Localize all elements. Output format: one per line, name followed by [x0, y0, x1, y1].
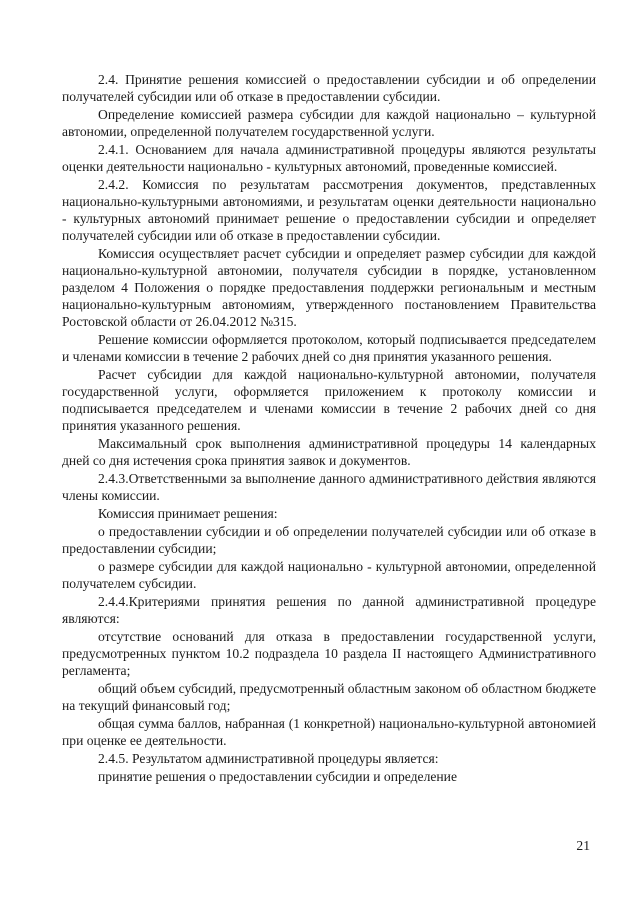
paragraph-2-4-4: 2.4.4.Критериями принятия решения по данной административной процедуре являются:: [62, 594, 596, 626]
paragraph-decision-size: о размере субсидии для каждой национально - культурной автономии, определенной получателем субсидии.: [62, 559, 596, 591]
paragraph-calculation-appendix: Расчет субсидии для каждой национально-культурной автономии, получателя государственной услуги, оформляется приложением к протоколу комиссии и подписывается председателем и членами комиссии в течение 2 рабочих дней со дня принятия указанного решения.: [62, 367, 596, 433]
paragraph-criterion-volume: общий объем субсидий, предусмотренный областным законом об областном бюджете на текущий финансовый год;: [62, 681, 596, 713]
paragraph-max-term: Максимальный срок выполнения административной процедуры 14 календарных дней со дня истечения срока принятия заявок и документов.: [62, 436, 596, 468]
paragraph-criterion-absence: отсутствие оснований для отказа в предоставлении государственной услуги, предусмотренных пунктом 10.2 подраздела 10 раздела II настоящего Административного регламента;: [62, 629, 596, 678]
paragraph-result-decision: принятие решения о предоставлении субсидии и определение: [98, 769, 457, 784]
paragraph-2-4-5: 2.4.5. Результатом административной процедуры является:: [98, 751, 439, 766]
paragraph-2-4-2: 2.4.2. Комиссия по результатам рассмотрения документов, представленных национально-культурными автономиями, и результатам оценки деятельности национально - культурных автономий принимает решение о предоставлении субсидии и определяет получателей субсидии или об отказе в предоставлении субсидии.: [62, 177, 596, 243]
paragraph-protocol: Решение комиссии оформляется протоколом, который подписывается председателем и членами комиссии в течение 2 рабочих дней со дня принятия указанного решения.: [62, 332, 596, 364]
paragraph-calculation: Комиссия осуществляет расчет субсидии и определяет размер субсидии для каждой национально-культурной автономии, получателя субсидии в порядке, установленном разделом 4 Положения о порядке предоставления поддержки региональным и местным национально-культурным автономиям, утвержденного постановлением Правительства Ростовской области от 26.04.2012 №315.: [62, 246, 596, 329]
paragraph-decision-provision: о предоставлении субсидии и об определении получателей субсидии или об отказе в предоставлении субсидии;: [62, 524, 596, 556]
page-number: 21: [576, 838, 590, 853]
paragraph-subsidy-size: Определение комиссией размера субсидии для каждой национально – культурной автономии, определенной получателем государственной услуги.: [62, 107, 596, 139]
document-body: [62, 71, 596, 785]
paragraph-criterion-score: общая сумма баллов, набранная (1 конкретной) национально-культурной автономией при оценке ее деятельности.: [62, 716, 596, 748]
paragraph-2-4-title: 2.4. Принятие решения комиссией о предоставлении субсидии и об определении получателей субсидии или об отказе в предоставлении субсидии.: [62, 72, 596, 104]
paragraph-2-4-3: 2.4.3.Ответственными за выполнение данного административного действия являются члены комиссии.: [62, 471, 596, 503]
paragraph-2-4-1: 2.4.1. Основанием для начала административной процедуры являются результаты оценки деятельности национально - культурных автономий, проведенные комиссией.: [62, 142, 596, 174]
paragraph-commission-decisions: Комиссия принимает решения:: [98, 506, 278, 521]
